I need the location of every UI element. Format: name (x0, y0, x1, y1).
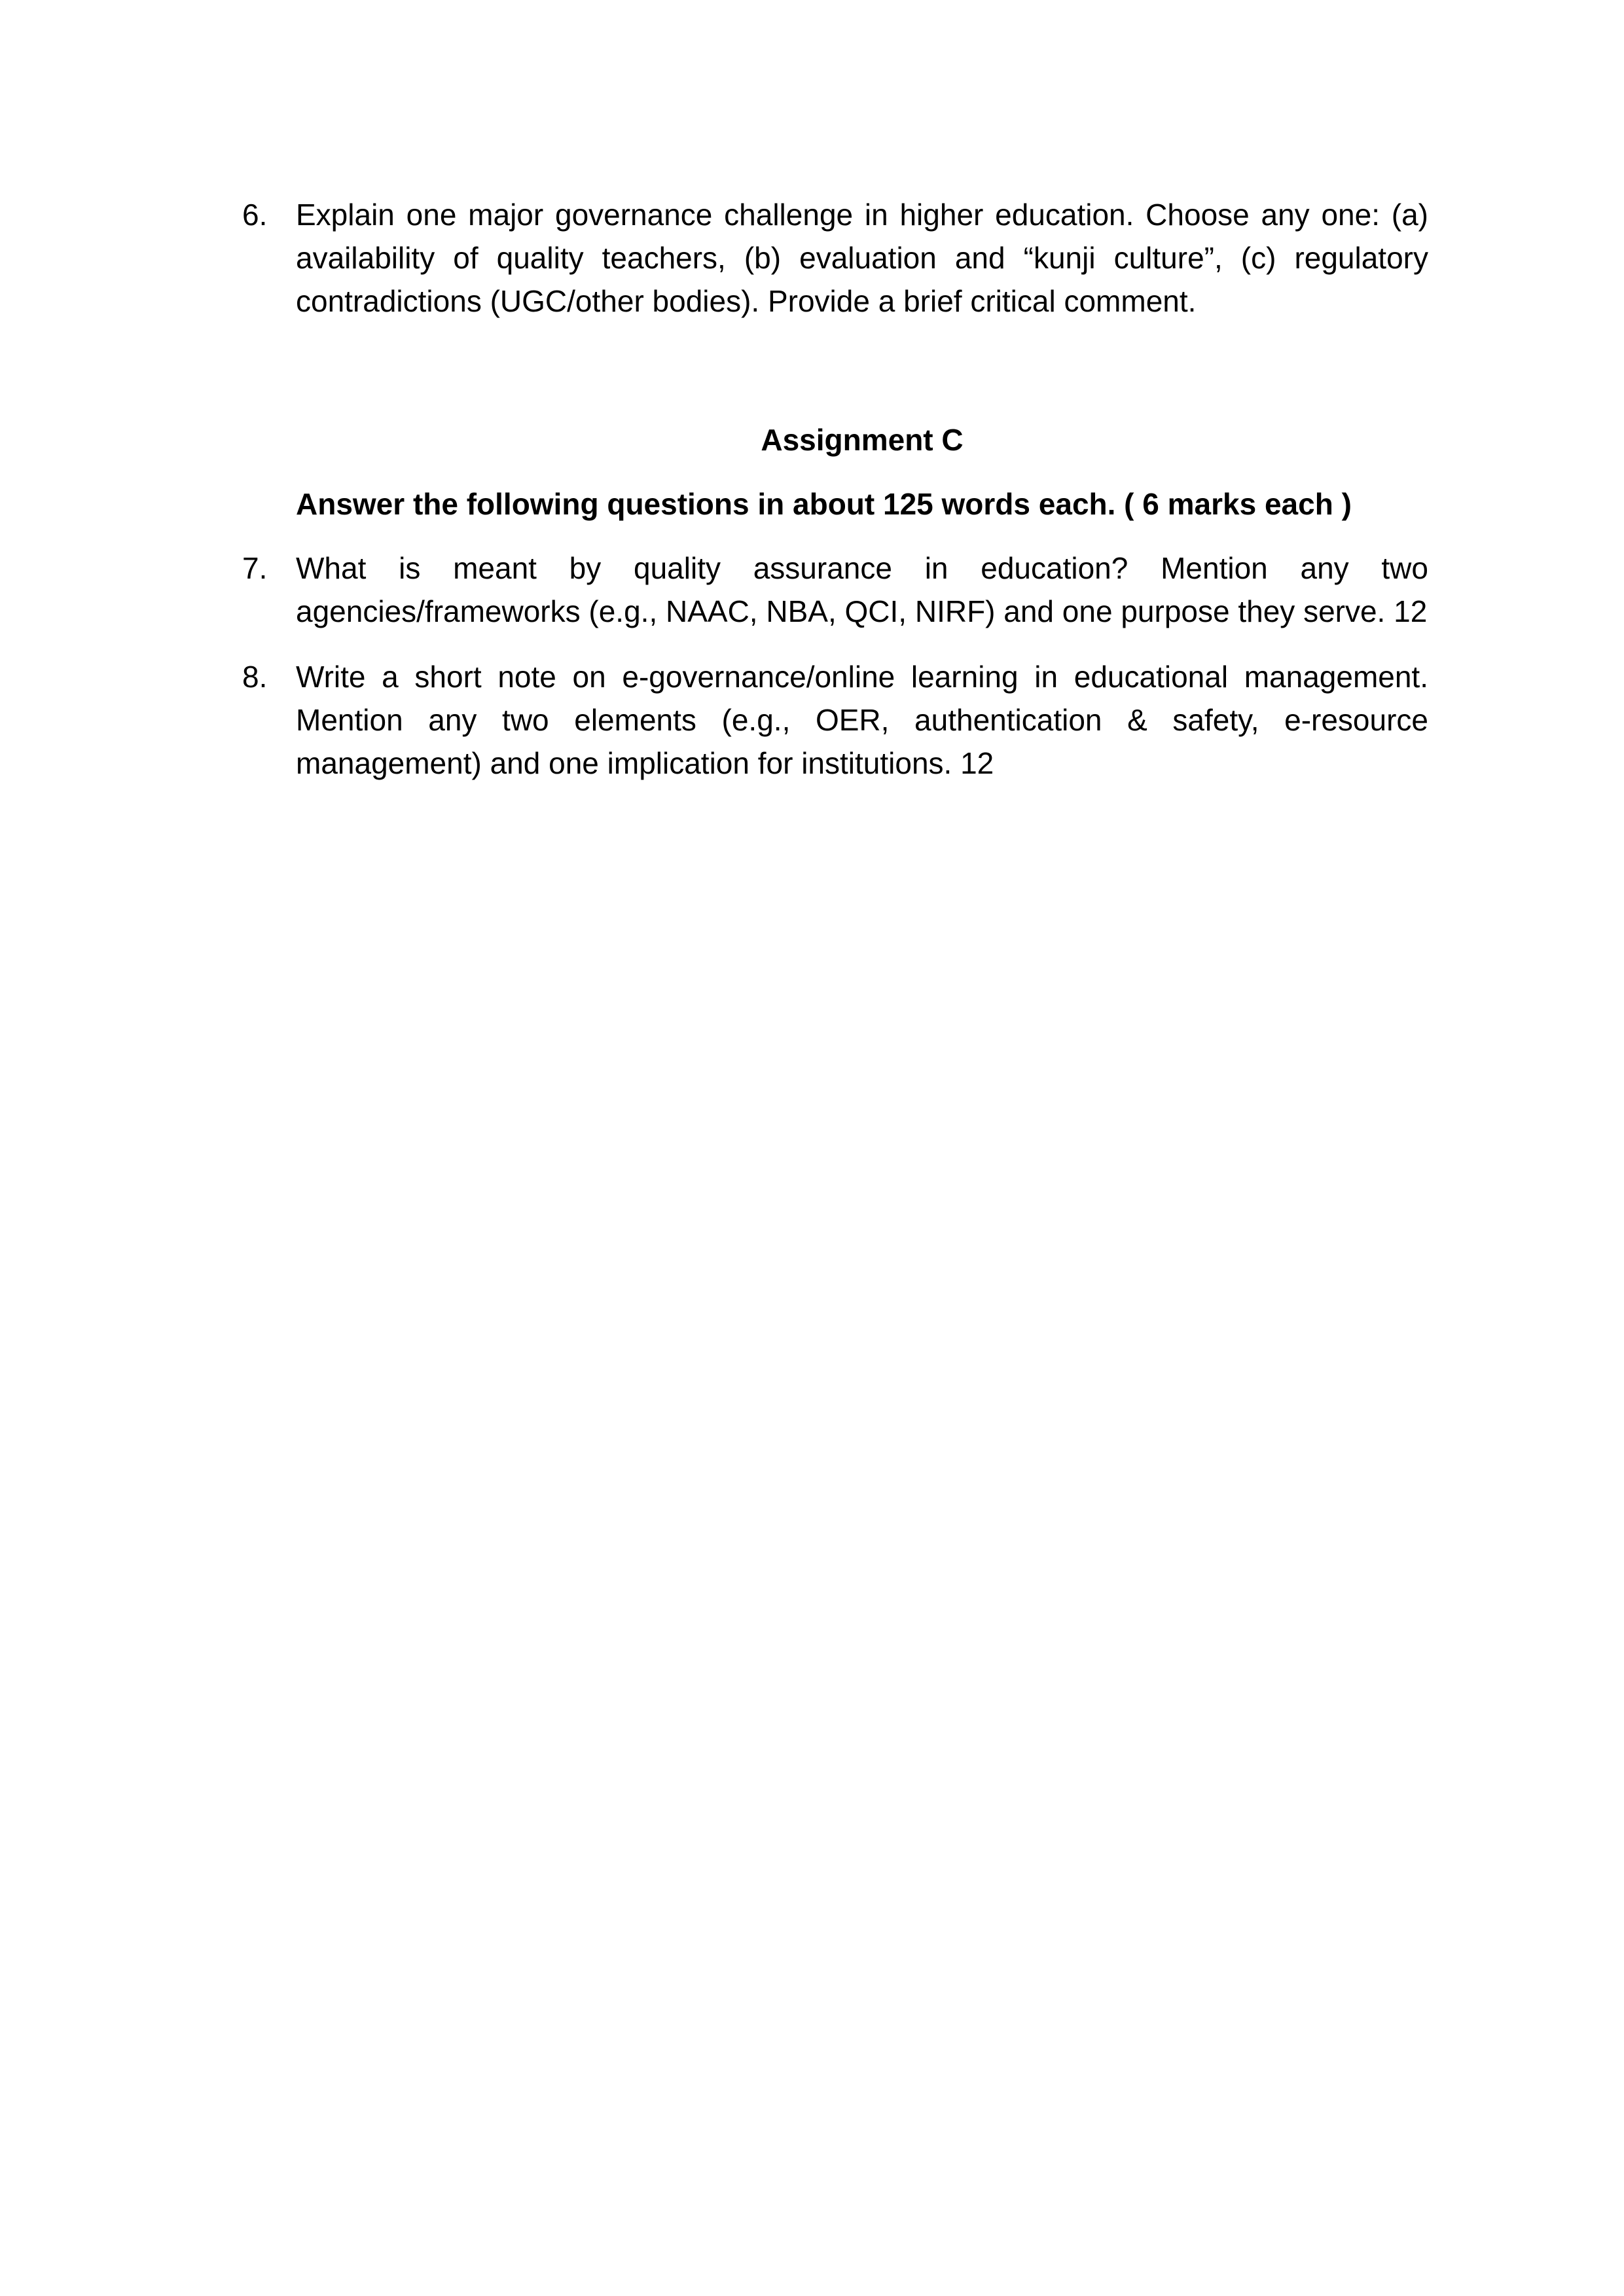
question-number: 7. (242, 551, 268, 585)
question-text: Write a short note on e-governance/online learning in educational management. Mention any two elements (e.g., OER, authentication & safety, e-resource management) and one implication for institutions. 12 (296, 660, 1428, 780)
question-7 (242, 547, 1428, 633)
question-6 (242, 193, 1428, 323)
question-text: Explain one major governance challenge in higher education. Choose any one: (a) availability of quality teachers, (b) evaluation and “kunji culture”, (c) regulatory contradictions (UGC/other bodies). Provide a brief critical comment. (296, 198, 1428, 318)
page-content (242, 193, 1428, 785)
question-number: 6. (242, 198, 268, 232)
question-number: 8. (242, 660, 268, 694)
question-text: What is meant by quality assurance in education? Mention any two agencies/frameworks (e.g., NAAC, NBA, QCI, NIRF) and one purpose they serve. 12 (296, 551, 1428, 628)
assignment-title: Assignment C (761, 423, 964, 457)
assignment-instruction: Answer the following questions in about 125 words each. ( 6 marks each ) (296, 487, 1352, 521)
question-8 (242, 655, 1428, 785)
